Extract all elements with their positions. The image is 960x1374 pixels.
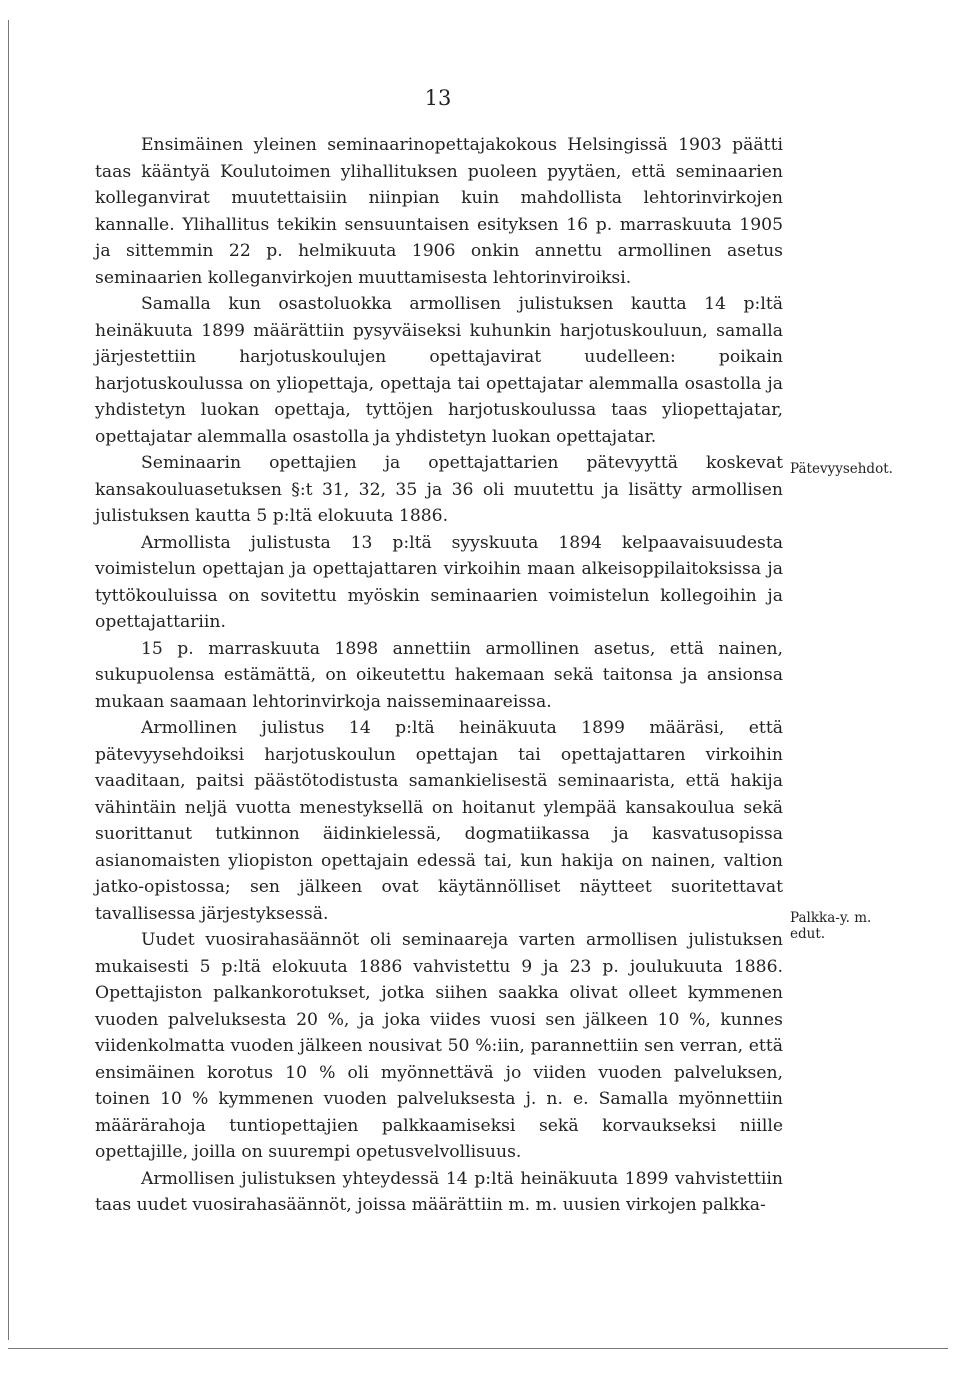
- paragraph-7: Uudet vuosirahasäännöt oli seminaareja varten armollisen julistuksen mukaisesti 5 p:ltä elokuuta 1886 vahvistettu 9 ja 23 p. joulukuuta 1886. Opettajiston palkankorotukset, jotka siihen saakka olivat olleet kymmenen vuoden palveluksesta 20 %, ja joka viides vuosi sen jälkeen 10 %, kunnes viidenkolmatta vuoden jälkeen nousivat 50 %:iin, parannettiin sen verran, että ensimäinen korotus 10 % oli myönnettävä jo viiden vuoden palveluksen, toinen 10 % kymmenen vuoden palveluksesta j. n. e. Samalla myönnettiin määrärahoja tuntiopettajien palkkaamiseksi sekä korvaukseksi niille opettajille, joilla on suurempi opetusvelvollisuus.: [95, 930, 783, 1162]
- left-scan-edge: [8, 20, 9, 1340]
- paragraph-5: 15 p. marraskuuta 1898 annettiin armollinen asetus, että nainen, sukupuolensa estämättä, on oikeutettu hakemaan sekä taitonsa ja ansionsa mukaan saamaan lehtorinvirkoja naisseminaareissa.: [95, 638, 783, 712]
- page-number: 13: [424, 86, 452, 110]
- bottom-scan-edge: [8, 1348, 948, 1349]
- margin-note-salaries: Palkka-y. m. edut.: [790, 910, 872, 942]
- paragraph-8: Armollisen julistuksen yhteydessä 14 p:ltä heinäkuuta 1899 vahvistettiin taas uudet vuosirahasäännöt, joissa määrättiin m. m. uusien virkojen palkka-: [95, 1168, 783, 1215]
- paragraph-4: Armollista julistusta 13 p:ltä syyskuuta 1894 kelpaavaisuudesta voimistelun opettajan ja opettajattaren virkoihin maan alkeisoppilaitoksissa ja tyttökouluissa on sovitettu myöskin seminaarien voimistelun kollegoihin ja opettajattariin.: [95, 532, 783, 632]
- margin-note-qualifications: Pätevyysehdot.: [790, 461, 893, 477]
- paragraph-2: Samalla kun osastoluokka armollisen julistuksen kautta 14 p:ltä heinäkuuta 1899 määrättiin pysyväiseksi kuhunkin harjotuskouluun, samalla järjestettiin harjotuskoulujen opettajavirat uudelleen: poikain harjotuskoulussa on yliopettaja, opettaja tai opettajatar alemmalla osastolla ja yhdistetyn luokan opettaja, tyttöjen harjotuskoulussa taas yliopettajatar, opettajatar alemmalla osastolla ja yhdistetyn luokan opettajatar.: [95, 294, 783, 447]
- paragraph-1: Ensimäinen yleinen seminaarinopettajakokous Helsingissä 1903 päätti taas kääntyä Koulutoimen ylihallituksen puoleen pyytäen, että seminaarien kolleganvirat muutettaisiin niinpian kuin mahdollista lehtorinvirkojen kannalle. Ylihallitus tekikin sensuuntaisen esityksen 16 p. marraskuuta 1905 ja sittemmin 22 p. helmikuuta 1906 onkin annettu armollinen asetus seminaarien kolleganvirkojen muuttamisesta lehtorinviroiksi.: [95, 135, 783, 288]
- paragraph-6: Armollinen julistus 14 p:ltä heinäkuuta 1899 määräsi, että pätevyysehdoiksi harjotuskoulun opettajan tai opettajattaren virkoihin vaaditaan, paitsi päästötodistusta samankielisestä seminaarista, että hakija vähintäin neljä vuotta menestyksellä on hoitanut ylempää kansakoulua sekä suorittanut tutkinnon äidinkielessä, dogmatiikassa ja kasvatusopissa asianomaisten yliopiston opettajain edessä tai, kun hakija on nainen, valtion jatko-opistossa; sen jälkeen ovat käytännölliset näytteet suoritettavat tavallisessa järjestyksessä.: [95, 718, 783, 924]
- body-text: [95, 132, 783, 1219]
- paragraph-3: Seminaarin opettajien ja opettajattarien pätevyyttä koskevat kansakouluasetuksen §:t 31, 32, 35 ja 36 oli muutettu ja lisätty armollisen julistuksen kautta 5 p:ltä elokuuta 1886.: [95, 453, 783, 526]
